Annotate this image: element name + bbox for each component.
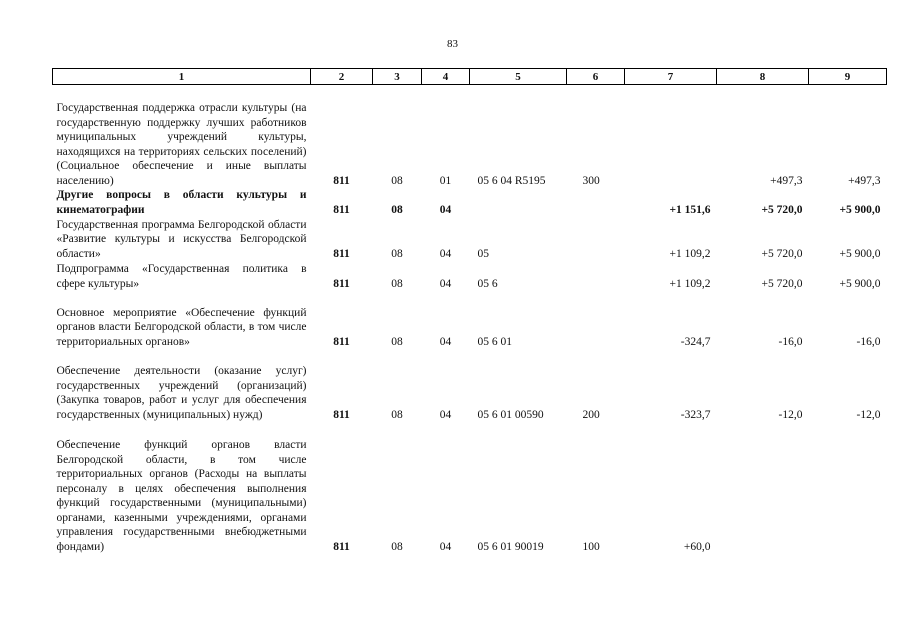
table-row: [53, 217, 887, 261]
column-header: 9: [809, 69, 887, 85]
amount-col9: -12,0: [856, 408, 881, 421]
row-description: Обеспечение деятельности (оказание услуг) государственных учреждений (организаций) (Закупка товаров, работ и услуг для обеспечения государственных (муниципальных) нужд): [56, 365, 307, 421]
target-article-code: 05 6 04 R5195: [477, 174, 546, 187]
column-header: 4: [422, 69, 470, 85]
section-code: 08: [391, 203, 403, 216]
amount-col8: +5 720,0: [761, 247, 803, 260]
section-code: 08: [391, 540, 403, 553]
target-article-code: 05: [477, 247, 489, 260]
column-header: 1: [53, 69, 311, 85]
department-code: 811: [333, 174, 350, 187]
expense-type-code: [567, 291, 625, 349]
expense-type-code: 300: [582, 174, 600, 187]
table-row: [53, 85, 887, 189]
amount-col8: +497,3: [770, 174, 803, 187]
amount-col8: -12,0: [778, 408, 803, 421]
column-header: 8: [717, 69, 809, 85]
subsection-code: 04: [439, 408, 452, 421]
amount-col7: [625, 85, 717, 189]
row-description: Подпрограмма «Государственная политика в сфере культуры»: [56, 263, 307, 290]
amount-col9: +5 900,0: [839, 247, 881, 260]
column-header: 7: [625, 69, 717, 85]
department-code: 811: [333, 335, 350, 348]
department-code: 811: [333, 408, 350, 421]
amount-col9: +497,3: [848, 174, 881, 187]
page-number: 83: [447, 38, 458, 50]
table-row: [53, 291, 887, 349]
subsection-code: 04: [439, 335, 452, 348]
section-code: 08: [391, 174, 403, 187]
header-row: [53, 69, 887, 85]
section-code: 08: [391, 335, 403, 348]
amount-col7: -323,7: [680, 408, 711, 421]
department-code: 811: [333, 247, 350, 260]
subsection-code: 01: [439, 174, 452, 187]
amount-col8: +5 720,0: [761, 203, 803, 216]
expense-type-code: [567, 261, 625, 291]
column-header: 2: [311, 69, 373, 85]
table-row: [53, 188, 887, 217]
department-code: 811: [333, 203, 350, 216]
amount-col7: -324,7: [680, 335, 711, 348]
expense-type-code: 100: [582, 540, 600, 553]
table-row: [53, 349, 887, 422]
target-article-code: [470, 188, 567, 217]
table-row: [53, 422, 887, 554]
subsection-code: 04: [439, 247, 452, 260]
target-article-code: 05 6 01 00590: [477, 408, 544, 421]
department-code: 811: [333, 277, 350, 290]
amount-col9: [809, 422, 887, 554]
table-row: [53, 261, 887, 291]
target-article-code: 05 6 01 90019: [477, 540, 544, 553]
amount-col7: +1 109,2: [669, 277, 711, 290]
amount-col9: +5 900,0: [839, 277, 881, 290]
target-article-code: 05 6 01: [477, 335, 512, 348]
expense-type-code: [567, 188, 625, 217]
amount-col7: +1 151,6: [669, 203, 711, 216]
amount-col7: +60,0: [683, 540, 711, 553]
expense-type-code: 200: [582, 408, 600, 421]
section-code: 08: [391, 247, 403, 260]
amount-col7: +1 109,2: [669, 247, 711, 260]
row-description: Государственная программа Белгородской области «Развитие культуры и искусства Белгородской области»: [56, 218, 307, 260]
section-code: 08: [391, 277, 403, 290]
amount-col8: [717, 422, 809, 554]
amount-col8: +5 720,0: [761, 277, 803, 290]
amount-col9: -16,0: [856, 335, 881, 348]
column-header: 6: [567, 69, 625, 85]
subsection-code: 04: [439, 540, 452, 553]
subsection-code: 04: [439, 277, 452, 290]
column-header: 3: [373, 69, 422, 85]
row-description: Государственная поддержка отрасли культуры (на государственную поддержку лучших работников муниципальных учреждений культуры, находящихся на территориях сельских поселений) (Социальное обеспечение и иные выплаты населению): [56, 102, 307, 187]
department-code: 811: [333, 540, 350, 553]
subsection-code: 04: [439, 203, 452, 216]
row-description: Другие вопросы в области культуры и кинематографии: [56, 189, 307, 216]
expense-type-code: [567, 217, 625, 261]
target-article-code: 05 6: [477, 277, 498, 290]
column-header: 5: [470, 69, 567, 85]
amount-col8: -16,0: [778, 335, 803, 348]
row-description: Основное мероприятие «Обеспечение функций органов власти Белгородской области, в том числе территориальных органов»: [56, 306, 307, 348]
section-code: 08: [391, 408, 403, 421]
amount-col9: +5 900,0: [839, 203, 881, 216]
budget-table: [52, 68, 887, 554]
row-description: Обеспечение функций органов власти Белгородской области, в том числе территориальных органов (Расходы на выплаты персоналу в целях обеспечения выполнения функций государственными (муниципальными) органами, казенными учреждениями, органами управления государственными внебюджетными фондами): [56, 439, 307, 553]
